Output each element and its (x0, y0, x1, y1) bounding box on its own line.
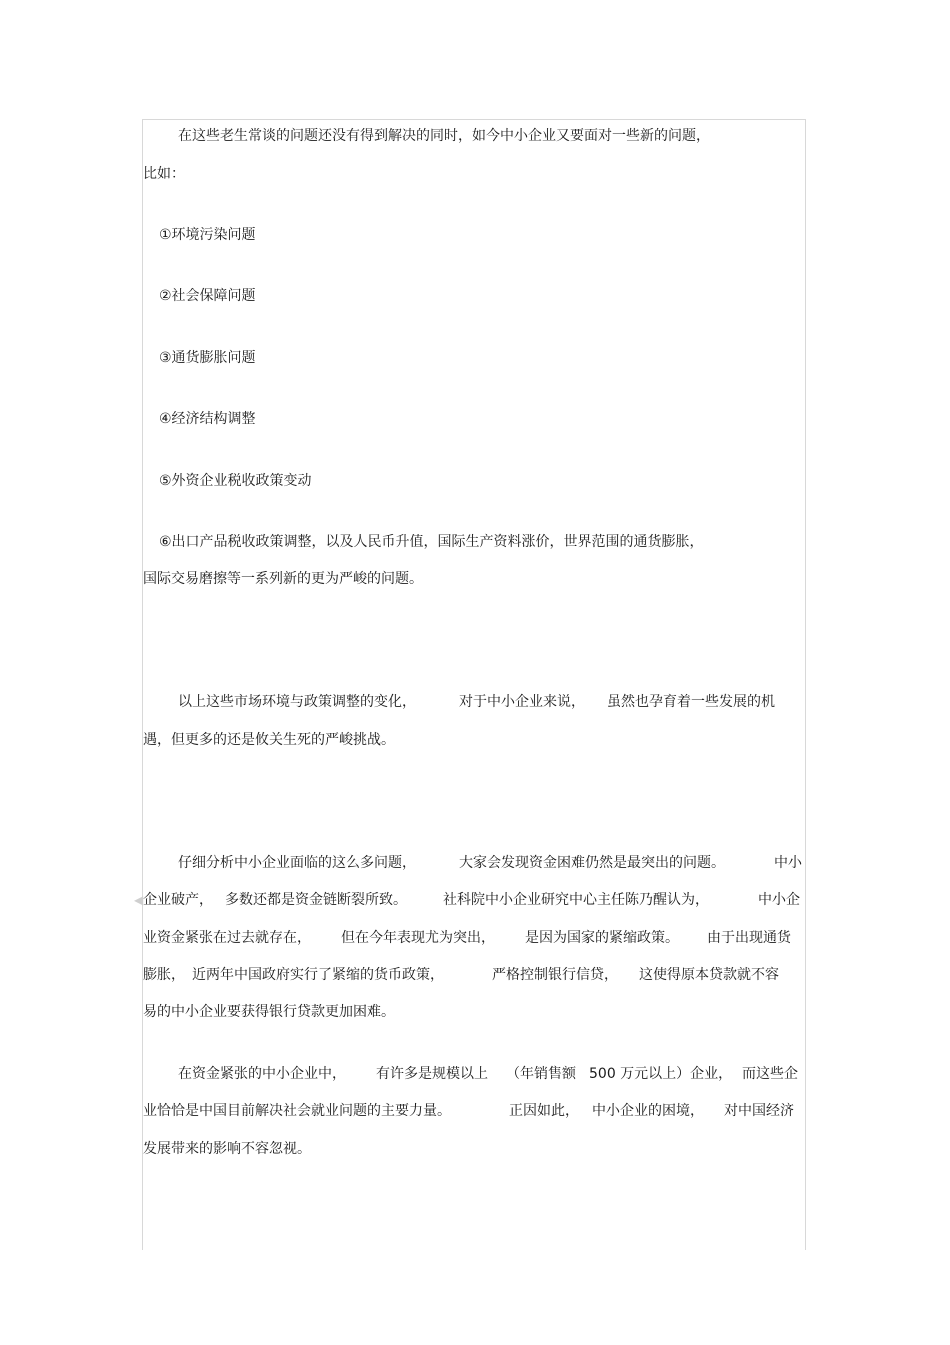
margin-mark-icon: ◀ (134, 893, 144, 907)
para4-line2a: 业恰恰是中国目前解决社会就业问题的主要力量。 (143, 1103, 451, 1119)
para4-line1d: 500 万元以上）企业， (589, 1066, 733, 1082)
para3-line1b: 大家会发现资金困难仍然是最突出的问题。 (459, 855, 725, 871)
para3-line2b: 多数还都是资金链断裂所致。 (225, 892, 407, 908)
para2-line1b: 对于中小企业来说， (459, 694, 585, 710)
list-item-6: ⑥出口产品税收政策调整，以及人民币升值，国际生产资料涨价，世界范围的通货膨胀， (159, 534, 704, 550)
list-item-4: ④经济结构调整 (159, 411, 256, 427)
para2-line1c: 虽然也孕育着一些发展的机 (607, 694, 775, 710)
para3-line1c: 中小 (774, 855, 802, 871)
list-item-6-cont: 国际交易磨擦等一系列新的更为严峻的问题。 (143, 571, 423, 587)
para3-line4a: 膨胀， (143, 967, 185, 983)
para4-line1a: 在资金紧张的中小企业中， (178, 1066, 346, 1082)
list-item-1: ①环境污染问题 (159, 227, 256, 243)
para2-line1a: 以上这些市场环境与政策调整的变化， (178, 694, 416, 710)
para3-line1a: 仔细分析中小企业面临的这么多问题， (178, 855, 416, 871)
para3-line4c: 严格控制银行信贷， (492, 967, 618, 983)
para4-line1e: 而这些企 (742, 1066, 798, 1082)
para3-line3d: 由于出现通货 (707, 930, 791, 946)
para3-line4d: 这使得原本贷款就不容 (639, 967, 779, 983)
para3-line3b: 但在今年表现尤为突出， (341, 930, 495, 946)
para4-line1b: 有许多是规模以上 (376, 1066, 488, 1082)
para4-line2b: 正因如此， (509, 1103, 579, 1119)
para4-line3: 发展带来的影响不容忽视。 (143, 1141, 311, 1157)
para3-line2c: 社科院中小企业研究中心主任陈乃醒认为， (443, 892, 709, 908)
list-item-2: ②社会保障问题 (159, 288, 256, 304)
para4-line2c: 中小企业的困境， (592, 1103, 704, 1119)
para3-line3c: 是因为国家的紧缩政策。 (525, 930, 679, 946)
para3-line5: 易的中小企业要获得银行贷款更加困难。 (143, 1004, 395, 1020)
para3-line2a: 企业破产， (143, 892, 213, 908)
para1-line1: 在这些老生常谈的问题还没有得到解决的同时，如今中小企业又要面对一些新的问题， (178, 128, 710, 144)
para2-line2: 遇，但更多的还是攸关生死的严峻挑战。 (143, 732, 395, 748)
para1-line2: 比如： (143, 166, 185, 182)
list-item-5: ⑤外资企业税收政策变动 (159, 473, 312, 489)
para3-line2d: 中小企 (758, 892, 800, 908)
list-item-3: ③通货膨胀问题 (159, 350, 256, 366)
para3-line3a: 业资金紧张在过去就存在， (143, 930, 311, 946)
para3-line4b: 近两年中国政府实行了紧缩的货币政策， (192, 967, 444, 983)
para4-line1c: （年销售额 (506, 1066, 576, 1082)
para4-line2d: 对中国经济 (724, 1103, 794, 1119)
